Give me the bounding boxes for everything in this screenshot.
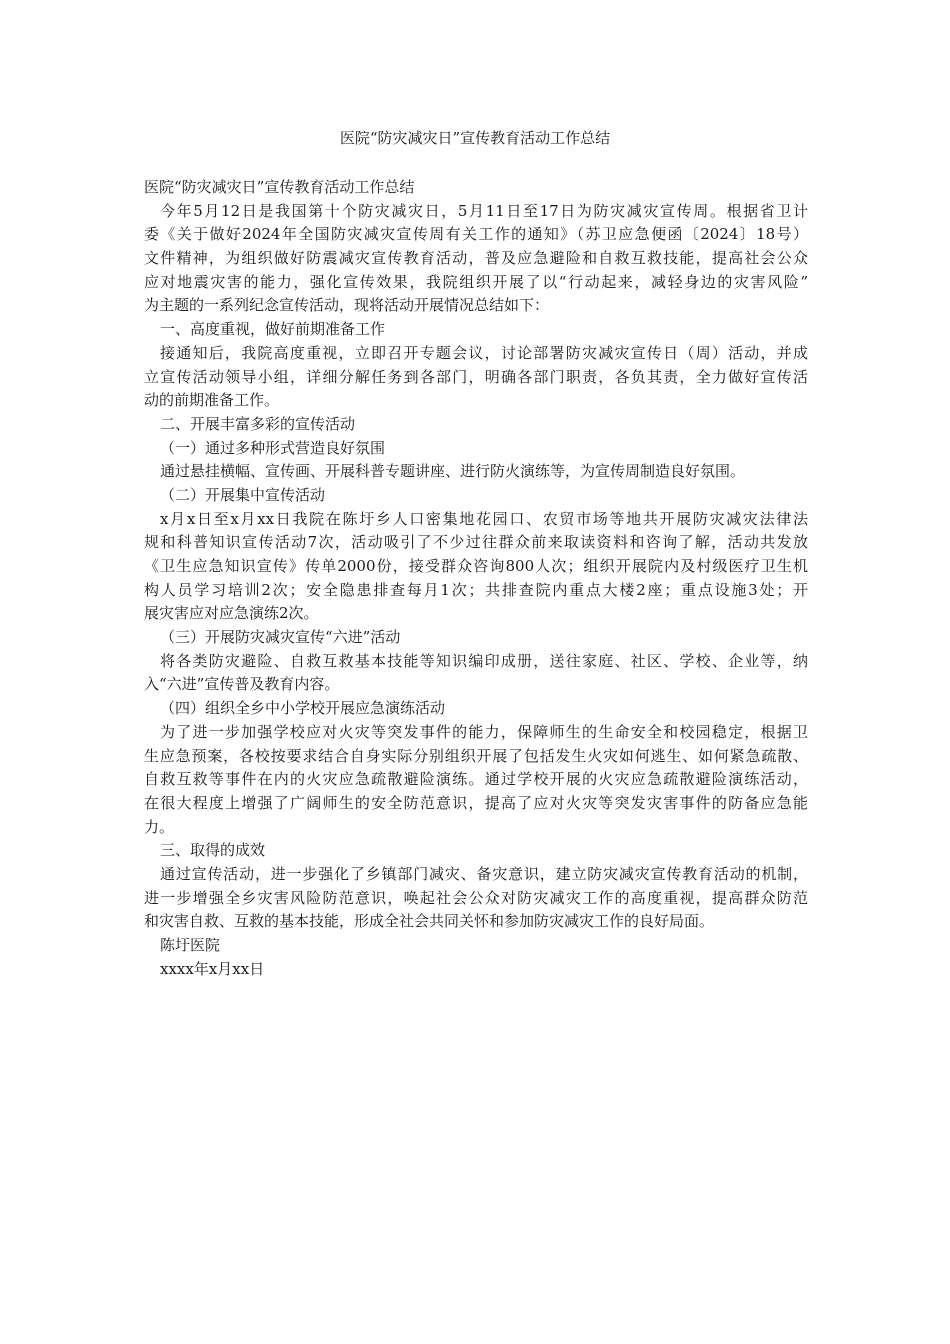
body-line: 接通知后，我院高度重视，立即召开专题会议，讨论部署防灾减灾宣传日（周）活动，并成 — [160, 343, 808, 362]
body-line: 和灾害自救、互救的基本技能，形成全社会共同关怀和参加防灾减灾工作的良好局面。 — [144, 912, 715, 931]
body-line: 生应急预案，各校按要求结合自身实际分别组织开展了包括发生火灾如何逃生、如何紧急疏散、 — [144, 746, 808, 765]
body-line: （三）开展防灾减灾宣传“六进”活动 — [160, 628, 401, 647]
body-line: 为主题的一系列纪念宣传活动，现将活动开展情况总结如下： — [144, 296, 550, 315]
body-line: 陈圩医院 — [160, 936, 221, 954]
document-body — [144, 176, 808, 981]
document-title: 医院“防灾减灾日”宣传教育活动工作总结 — [339, 129, 611, 147]
body-line: 进一步增强全乡灾害风险防范意识，唤起社会公众对防灾减灾工作的高度重视，提高群众防范 — [144, 888, 808, 907]
body-line: 构人员学习培训2次；安全隐患排查每月1次；共排查院内重点大楼2座；重点设施3处；开 — [144, 580, 808, 599]
body-line: 将各类防灾避险、自救互救基本技能等知识编印成册，送往家庭、社区、学校、企业等，纳 — [160, 651, 808, 670]
body-line: 二、开展丰富多彩的宣传活动 — [160, 414, 356, 433]
body-line: 立宣传活动领导小组，详细分解任务到各部门，明确各部门职责，各负其责，全力做好宣传活 — [144, 367, 808, 386]
body-line: （四）组织全乡中小学校开展应急演练活动 — [160, 699, 446, 718]
body-line: 医院“防灾减灾日”宣传教育活动工作总结 — [144, 178, 415, 196]
body-line: （二）开展集中宣传活动 — [160, 485, 326, 504]
body-line: 应对地震灾害的能力，强化宣传效果，我院组织开展了以“行动起来，减轻身边的灾害风险” — [144, 272, 808, 291]
body-line: 展灾害应对应急演练2次。 — [144, 604, 319, 623]
body-line: 委《关于做好2024年全国防灾减灾宣传周有关工作的通知》（苏卫应急便函〔2024〕18号） — [144, 225, 808, 244]
body-line: 今年5月12日是我国第十个防灾减灾日，5月11日至17日为防灾减灾宣传周。根据省卫计 — [160, 201, 808, 220]
body-line: 一、高度重视，做好前期准备工作 — [160, 320, 386, 339]
body-line: 三、取得的成效 — [160, 841, 266, 860]
body-line: 《卫生应急知识宣传》传单2000份，接受群众咨询800人次；组织开展院内及村级医疗卫生机 — [144, 557, 808, 575]
body-line: 力。 — [144, 817, 175, 836]
body-line: xxxx年x月xx日 — [160, 959, 265, 978]
body-line: （一）通过多种形式营造良好氛围 — [160, 438, 386, 457]
body-line: 通过悬挂横幅、宣传画、开展科普专题讲座、进行防火演练等，为宣传周制造良好氛围。 — [160, 462, 746, 481]
body-line: 动的前期准备工作。 — [144, 391, 280, 410]
body-line: 自救互救等事件在内的火灾应急疏散避险演练。通过学校开展的火灾应急疏散避险演练活动， — [144, 770, 808, 789]
body-line: 入“六进”宣传普及教育内容。 — [144, 675, 340, 694]
body-line: 文件精神，为组织做好防震减灾宣传教育活动，普及应急避险和自救互救技能，提高社会公众 — [144, 249, 808, 268]
body-line: 规和科普知识宣传活动7次，活动吸引了不少过往群众前来取读资料和咨询了解，活动共发放 — [144, 533, 808, 552]
body-line: 通过宣传活动，进一步强化了乡镇部门减灾、备灾意识，建立防灾减灾宣传教育活动的机制， — [160, 864, 808, 883]
body-line: 为了进一步加强学校应对火灾等突发事件的能力，保障师生的生命安全和校园稳定，根据卫 — [160, 722, 808, 741]
body-line: 在很大程度上增强了广阔师生的安全防范意识，提高了应对火灾等突发灾害事件的防备应急能 — [144, 793, 808, 812]
body-line: x月x日至x月xx日我院在陈圩乡人口密集地花园口、农贸市场等地共开展防灾减灾法律法 — [160, 509, 808, 528]
